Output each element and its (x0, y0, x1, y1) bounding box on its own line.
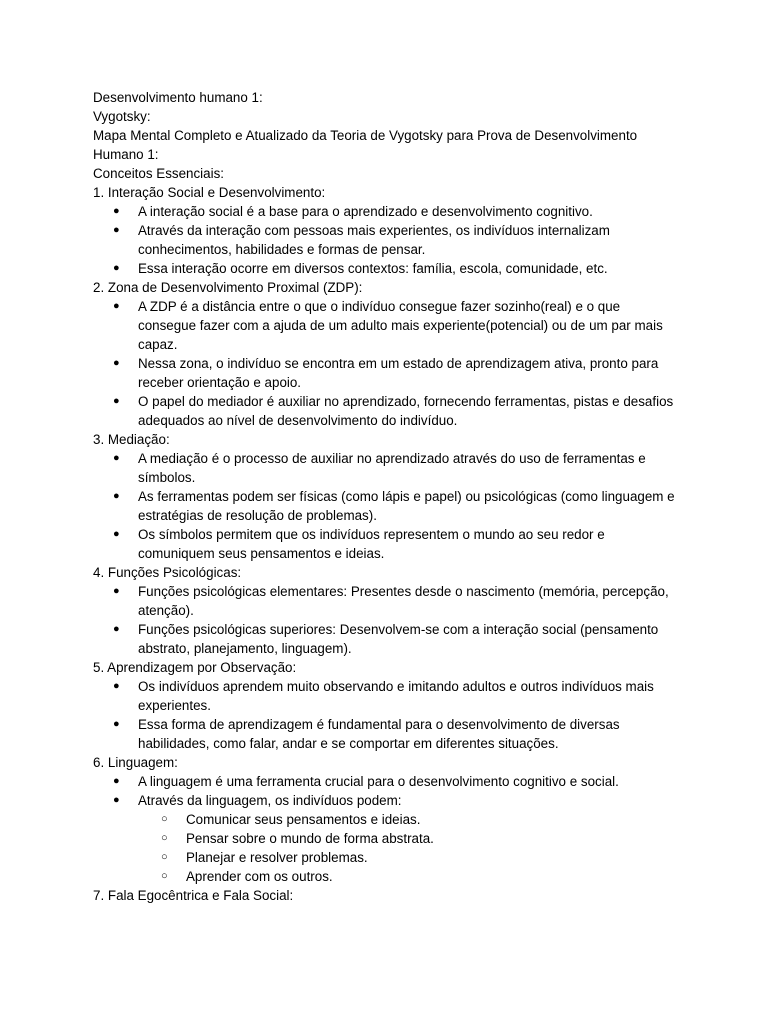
bullet-list (93, 582, 678, 658)
list-item-text: A mediação é o processo de auxiliar no aprendizado através do uso de ferramentas e símbolos. (138, 451, 646, 485)
list-item-text: Essa forma de aprendizagem é fundamental para o desenvolvimento de diversas habilidades, como falar, andar e se comportar em diferentes situações. (138, 717, 620, 751)
document-body (93, 88, 678, 905)
list-item-text: Os indivíduos aprendem muito observando e imitando adultos e outros indivíduos mais experientes. (138, 679, 654, 713)
sub-list-item (161, 829, 678, 848)
bullet-icon: ● (113, 623, 120, 635)
bullet-list (93, 449, 678, 563)
list-item-text: A interação social é a base para o aprendizado e desenvolvimento cognitivo. (138, 204, 593, 219)
list-item-text: Nessa zona, o indivíduo se encontra em um estado de aprendizagem ativa, pronto para receber orientação e apoio. (138, 356, 659, 390)
section-title: 2. Zona de Desenvolvimento Proximal (ZDP): (93, 280, 363, 295)
section-title: 5. Aprendizagem por Observação: (93, 660, 297, 675)
bullet-icon: ● (113, 794, 120, 806)
list-item-text: A ZDP é a distância entre o que o indivíduo consegue fazer sozinho(real) e o que consegue fazer com a ajuda de um adulto mais experiente(potencial) ou de um par mais capaz. (138, 299, 663, 352)
sub-list-item-text: Aprender com os outros. (186, 869, 333, 884)
list-item (113, 354, 678, 392)
sub-list-item-text: Planejar e resolver problemas. (186, 850, 368, 865)
bullet-icon: ● (113, 490, 120, 502)
list-item-text: Os símbolos permitem que os indivíduos representem o mundo ao seu redor e comuniquem seus pensamentos e ideias. (138, 527, 605, 561)
section-title: 3. Mediação: (93, 432, 170, 447)
bullet-icon: ● (113, 300, 120, 312)
list-item (113, 715, 678, 753)
circle-bullet-icon: ○ (161, 832, 168, 844)
sub-list-item (161, 810, 678, 829)
list-item (113, 449, 678, 487)
bullet-icon: ● (113, 262, 120, 274)
section-title: 1. Interação Social e Desenvolvimento: (93, 185, 326, 200)
bullet-list (93, 677, 678, 753)
bullet-icon: ● (113, 452, 120, 464)
sub-list-item (161, 848, 678, 867)
list-item-text: Através da linguagem, os indivíduos podem: (138, 793, 402, 808)
bullet-icon: ● (113, 224, 120, 236)
list-item-text: Funções psicológicas superiores: Desenvolvem-se com a interação social (pensamento abstrato, planejamento, linguagem). (138, 622, 659, 656)
section-title: 4. Funções Psicológicas: (93, 565, 242, 580)
list-item (113, 582, 678, 620)
list-item-text: Funções psicológicas elementares: Presentes desde o nascimento (memória, percepção, atenção). (138, 584, 669, 618)
list-item (113, 259, 678, 278)
list-item (113, 677, 678, 715)
bullet-icon: ● (113, 395, 120, 407)
list-item (113, 487, 678, 525)
circle-bullet-icon: ○ (161, 813, 168, 825)
list-item (113, 297, 678, 354)
list-item (113, 525, 678, 563)
bullet-list (93, 202, 678, 278)
bullet-icon: ● (113, 585, 120, 597)
sub-list-item (161, 867, 678, 886)
list-item (113, 392, 678, 430)
bullet-icon: ● (113, 718, 120, 730)
list-item-text: Através da interação com pessoas mais experientes, os indivíduos internalizam conhecimentos, habilidades e formas de pensar. (138, 223, 610, 257)
sub-list-item-text: Comunicar seus pensamentos e ideias. (186, 812, 421, 827)
bullet-icon: ● (113, 775, 120, 787)
sub-list-item-text: Pensar sobre o mundo de forma abstrata. (186, 831, 434, 846)
bullet-list (93, 297, 678, 430)
list-item-text: Essa interação ocorre em diversos contextos: família, escola, comunidade, etc. (138, 261, 608, 276)
document-subtitle: Vygotsky: (93, 109, 151, 124)
sub-bullet-list (138, 810, 678, 886)
list-item (113, 791, 678, 886)
document-title: Desenvolvimento humano 1: (93, 90, 263, 105)
circle-bullet-icon: ○ (161, 851, 168, 863)
circle-bullet-icon: ○ (161, 870, 168, 882)
bullet-icon: ● (113, 528, 120, 540)
document-description: Mapa Mental Completo e Atualizado da Teoria de Vygotsky para Prova de Desenvolvimento Humano 1: (93, 128, 638, 162)
list-item-text: As ferramentas podem ser físicas (como lápis e papel) ou psicológicas (como linguagem e estratégias de resolução de problemas). (138, 489, 675, 523)
list-item-text: O papel do mediador é auxiliar no aprendizado, fornecendo ferramentas, pistas e desafios adequados ao nível de desenvolvimento do indivíduo. (138, 394, 674, 428)
bullet-list (93, 772, 678, 886)
bullet-icon: ● (113, 357, 120, 369)
bullet-icon: ● (113, 205, 120, 217)
list-item-text: A linguagem é uma ferramenta crucial para o desenvolvimento cognitivo e social. (138, 774, 619, 789)
section-title: 6. Linguagem: (93, 755, 178, 770)
section-intro: Conceitos Essenciais: (93, 166, 224, 181)
list-item (113, 202, 678, 221)
list-item (113, 772, 678, 791)
section-title: 7. Fala Egocêntrica e Fala Social: (93, 888, 294, 903)
list-item (113, 221, 678, 259)
list-item (113, 620, 678, 658)
bullet-icon: ● (113, 680, 120, 692)
